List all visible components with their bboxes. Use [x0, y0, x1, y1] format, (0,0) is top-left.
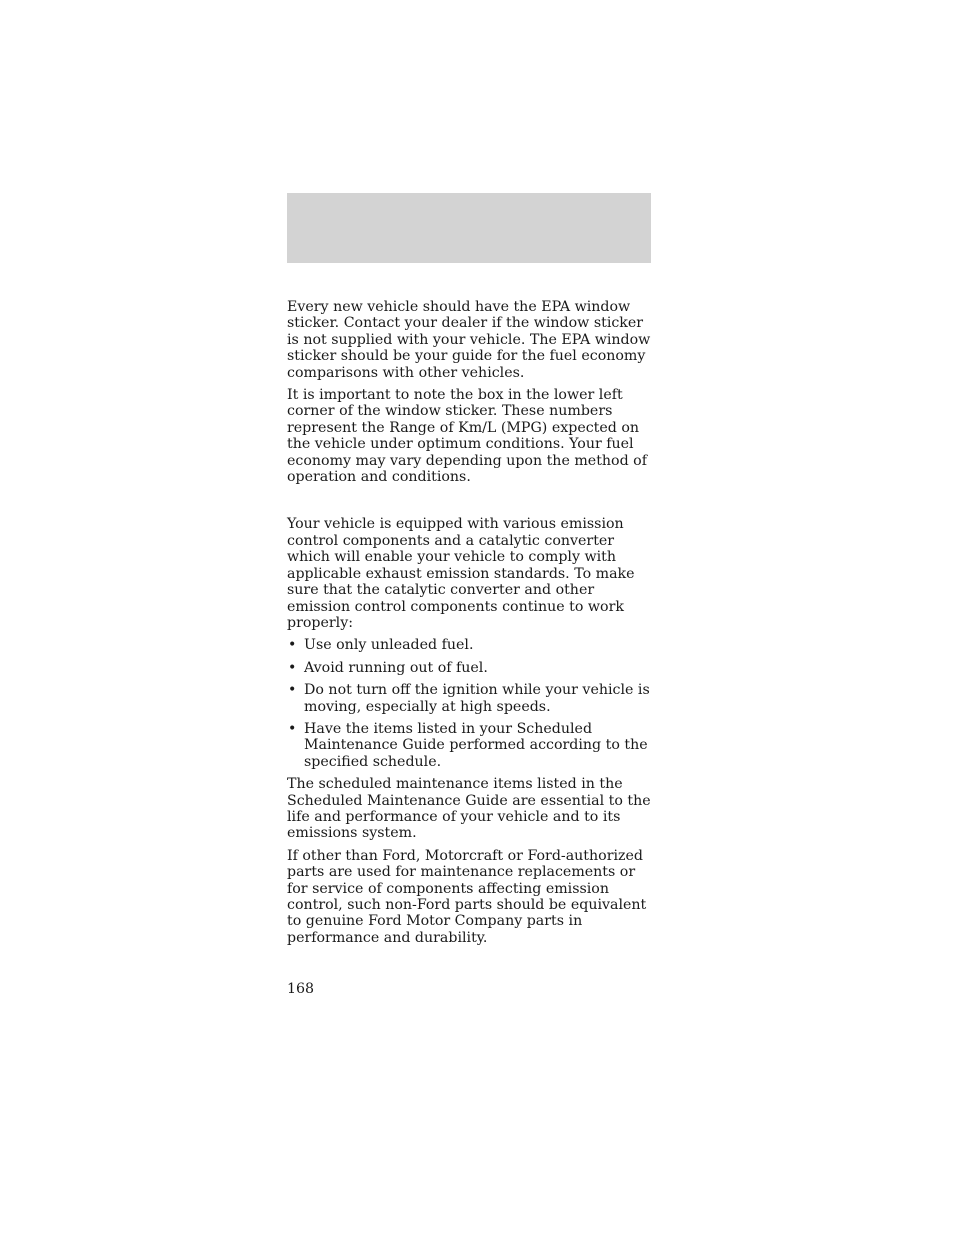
paragraph-emission-intro: Your vehicle is equipped with various emission control components and a catalytic converter which will enable your vehicle to comply with applicable exhaust emission standards. To make sure that the catalytic converter and other emission control components continue to work properly: — [287, 516, 635, 631]
list-item — [287, 637, 651, 653]
paragraph-non-ford-parts: If other than Ford, Motorcraft or Ford-authorized parts are used for maintenance replacements or for service of components affecting emission control, such non-Ford parts should be equivalent to genuine Ford Motor Company parts in performance and durability. — [287, 847, 647, 946]
bullet-icon: • — [288, 720, 297, 737]
list-item — [287, 721, 651, 770]
paragraph-range-box: It is important to note the box in the lower left corner of the window sticker. These numbers represent the Range of Km/L (MPG) expected on the vehicle under optimum conditions. Your fuel economy may vary depending upon the method of operation and conditions. — [287, 387, 647, 486]
maintenance-bullet-list — [287, 637, 651, 770]
paragraph-epa-sticker: Every new vehicle should have the EPA window sticker. Contact your dealer if the window sticker is not supplied with your vehicle. The EPA window sticker should be your guide for the fuel economy comparisons with other vehicles. — [287, 299, 651, 381]
list-item-text: Have the items listed in your Scheduled Maintenance Guide performed according to the specified schedule. — [304, 720, 648, 770]
list-item-text: Avoid running out of fuel. — [304, 659, 488, 676]
page-number: 168 — [287, 981, 315, 997]
header-band — [287, 193, 651, 263]
section-spacer — [287, 491, 651, 516]
list-item-text: Use only unleaded fuel. — [304, 637, 474, 654]
page-content — [287, 299, 651, 952]
bullet-icon: • — [288, 682, 297, 699]
bullet-icon: • — [288, 659, 297, 676]
list-item — [287, 682, 651, 715]
bullet-icon: • — [288, 637, 297, 654]
paragraph-scheduled-maintenance: The scheduled maintenance items listed in the Scheduled Maintenance Guide are essential to the life and performance of your vehicle and to its emissions system. — [287, 776, 651, 842]
list-item — [287, 660, 651, 676]
list-item-text: Do not turn off the ignition while your vehicle is moving, especially at high speeds. — [304, 682, 650, 715]
